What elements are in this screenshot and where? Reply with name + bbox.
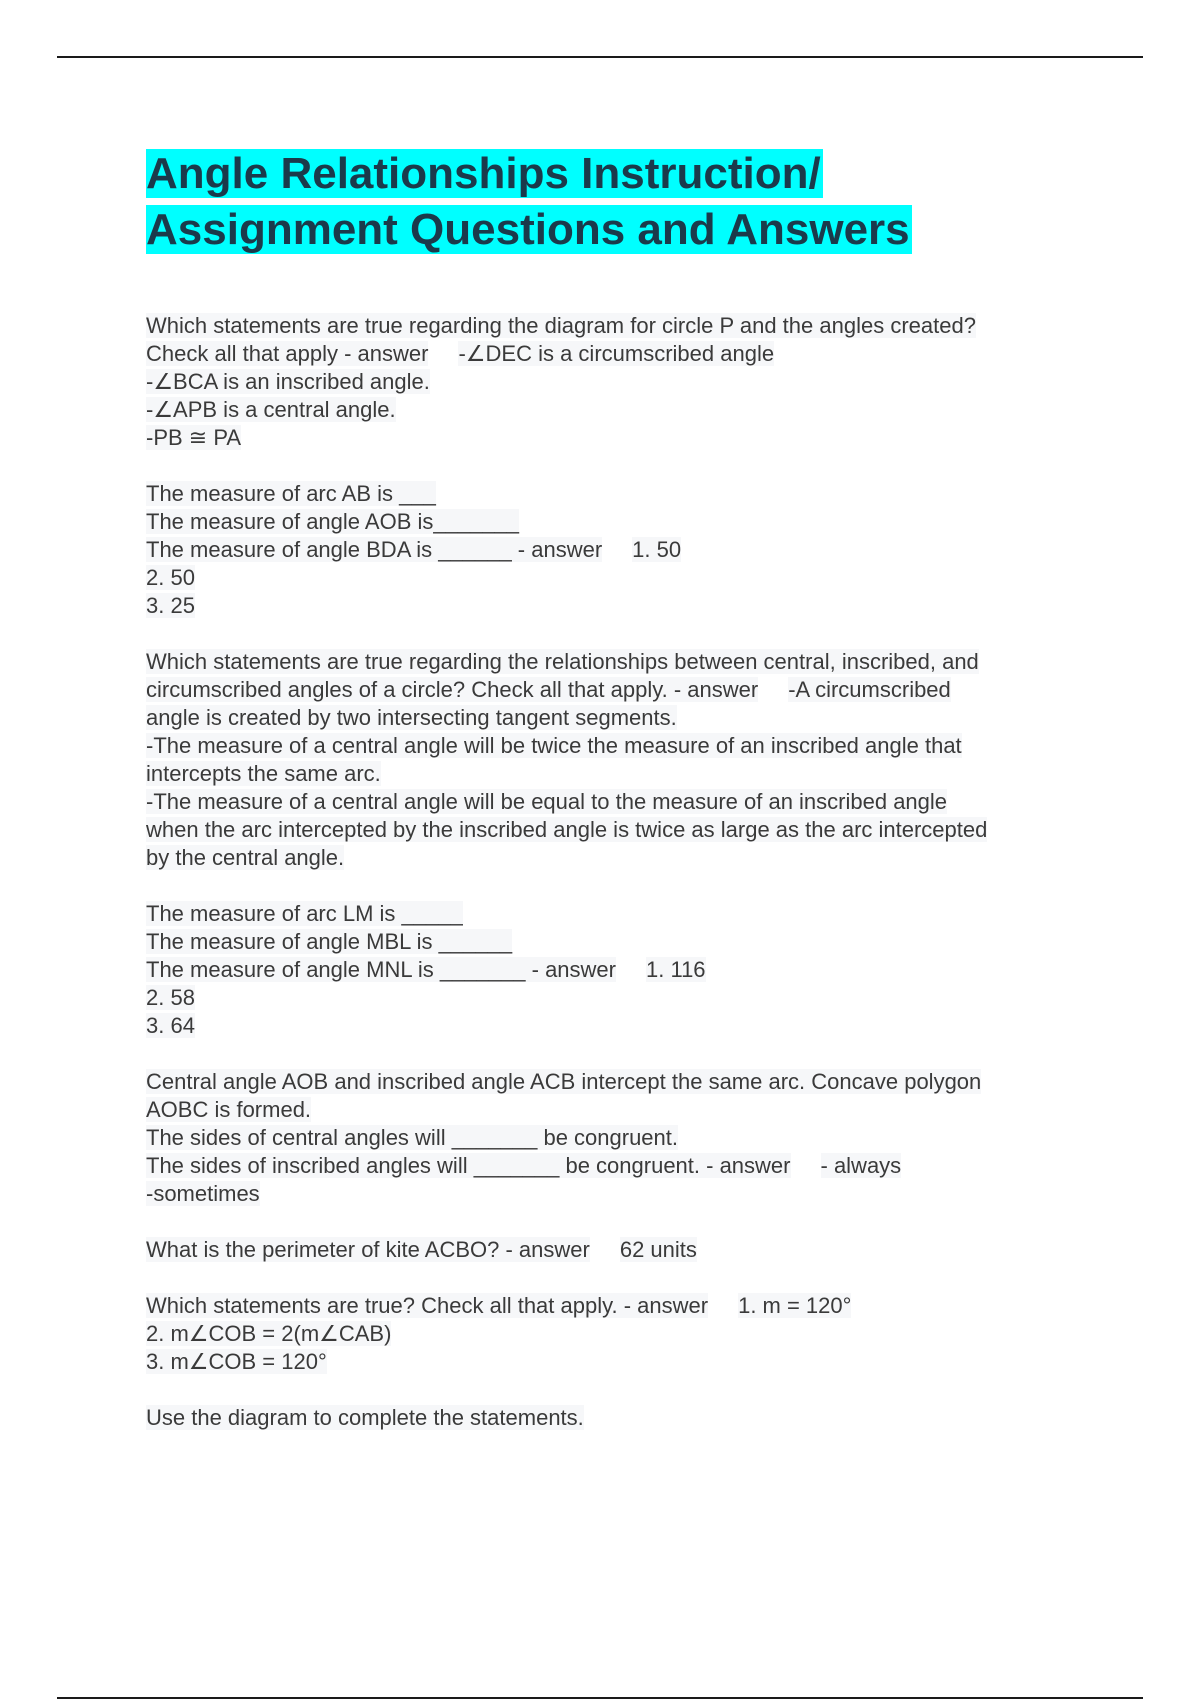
answer-text: -∠BCA is an inscribed angle. (146, 369, 430, 394)
answer-text: -PB ≅ PA (146, 425, 242, 450)
answer-text: - always (820, 1153, 902, 1178)
qa-item-3 (146, 648, 1086, 872)
qa-content (146, 312, 1086, 1460)
answer-text: 1. 50 (632, 537, 682, 562)
question-text: Check all that apply - answer (146, 341, 429, 366)
answer-text: 2. 50 (146, 565, 195, 590)
question-text: The measure of angle MNL is _______ - answer (146, 957, 616, 982)
answer-text: by the central angle. (146, 845, 345, 870)
question-text: The measure of angle BDA is ______ - answer (146, 537, 603, 562)
question-text: Which statements are true regarding the diagram for circle P and the angles created? (146, 313, 976, 338)
qa-item-4 (146, 900, 1086, 1040)
question-text: The measure of angle MBL is ______ (146, 929, 513, 954)
question-text: AOBC is formed. (146, 1097, 312, 1122)
answer-text: 1. m = 120° (738, 1293, 852, 1318)
question-text: Which statements are true? Check all that apply. - answer (146, 1293, 709, 1318)
document-title (146, 146, 1106, 258)
qa-item-7 (146, 1292, 1086, 1376)
title-line-2: Assignment Questions and Answers (146, 205, 910, 254)
title-line-1: Angle Relationships Instruction/ (146, 149, 821, 198)
answer-text: angle is created by two intersecting tangent segments. (146, 705, 677, 730)
footer-rule (57, 1697, 1143, 1699)
question-text: The measure of angle AOB is_______ (146, 509, 520, 534)
question-text: Which statements are true regarding the relationships between central, inscribed, and (146, 649, 979, 674)
question-text: The sides of central angles will _______ be congruent. (146, 1125, 679, 1150)
answer-text: intercepts the same arc. (146, 761, 381, 786)
qa-item-8 (146, 1404, 1086, 1432)
question-text: The measure of arc LM is _____ (146, 901, 463, 926)
answer-text: -The measure of a central angle will be twice the measure of an inscribed angle that (146, 733, 962, 758)
header-rule (57, 56, 1143, 58)
answer-text: when the arc intercepted by the inscribed angle is twice as large as the arc intercepted (146, 817, 988, 842)
question-text: The sides of inscribed angles will _______ be congruent. - answer (146, 1153, 791, 1178)
question-text: circumscribed angles of a circle? Check all that apply. - answer (146, 677, 759, 702)
answer-text: 2. 58 (146, 985, 195, 1010)
answer-text: -The measure of a central angle will be equal to the measure of an inscribed angle (146, 789, 948, 814)
answer-text: -∠DEC is a circumscribed angle (458, 341, 775, 366)
qa-item-5 (146, 1068, 1086, 1208)
question-text: Use the diagram to complete the statements. (146, 1405, 584, 1430)
answer-text: -∠APB is a central angle. (146, 397, 396, 422)
answer-text: 3. m∠COB = 120° (146, 1349, 327, 1374)
answer-text: 3. 25 (146, 593, 195, 618)
qa-item-6 (146, 1236, 1086, 1264)
answer-text: 3. 64 (146, 1013, 195, 1038)
answer-text: 2. m∠COB = 2(m∠CAB) (146, 1321, 392, 1346)
answer-text: -sometimes (146, 1181, 260, 1206)
answer-text: 62 units (619, 1237, 697, 1262)
answer-text: -A circumscribed (788, 677, 951, 702)
qa-item-1 (146, 312, 1086, 452)
question-text: Central angle AOB and inscribed angle ACB intercept the same arc. Concave polygon (146, 1069, 982, 1094)
answer-text: 1. 116 (646, 957, 706, 982)
question-text: The measure of arc AB is ___ (146, 481, 436, 506)
question-text: What is the perimeter of kite ACBO? - answer (146, 1237, 590, 1262)
qa-item-2 (146, 480, 1086, 620)
